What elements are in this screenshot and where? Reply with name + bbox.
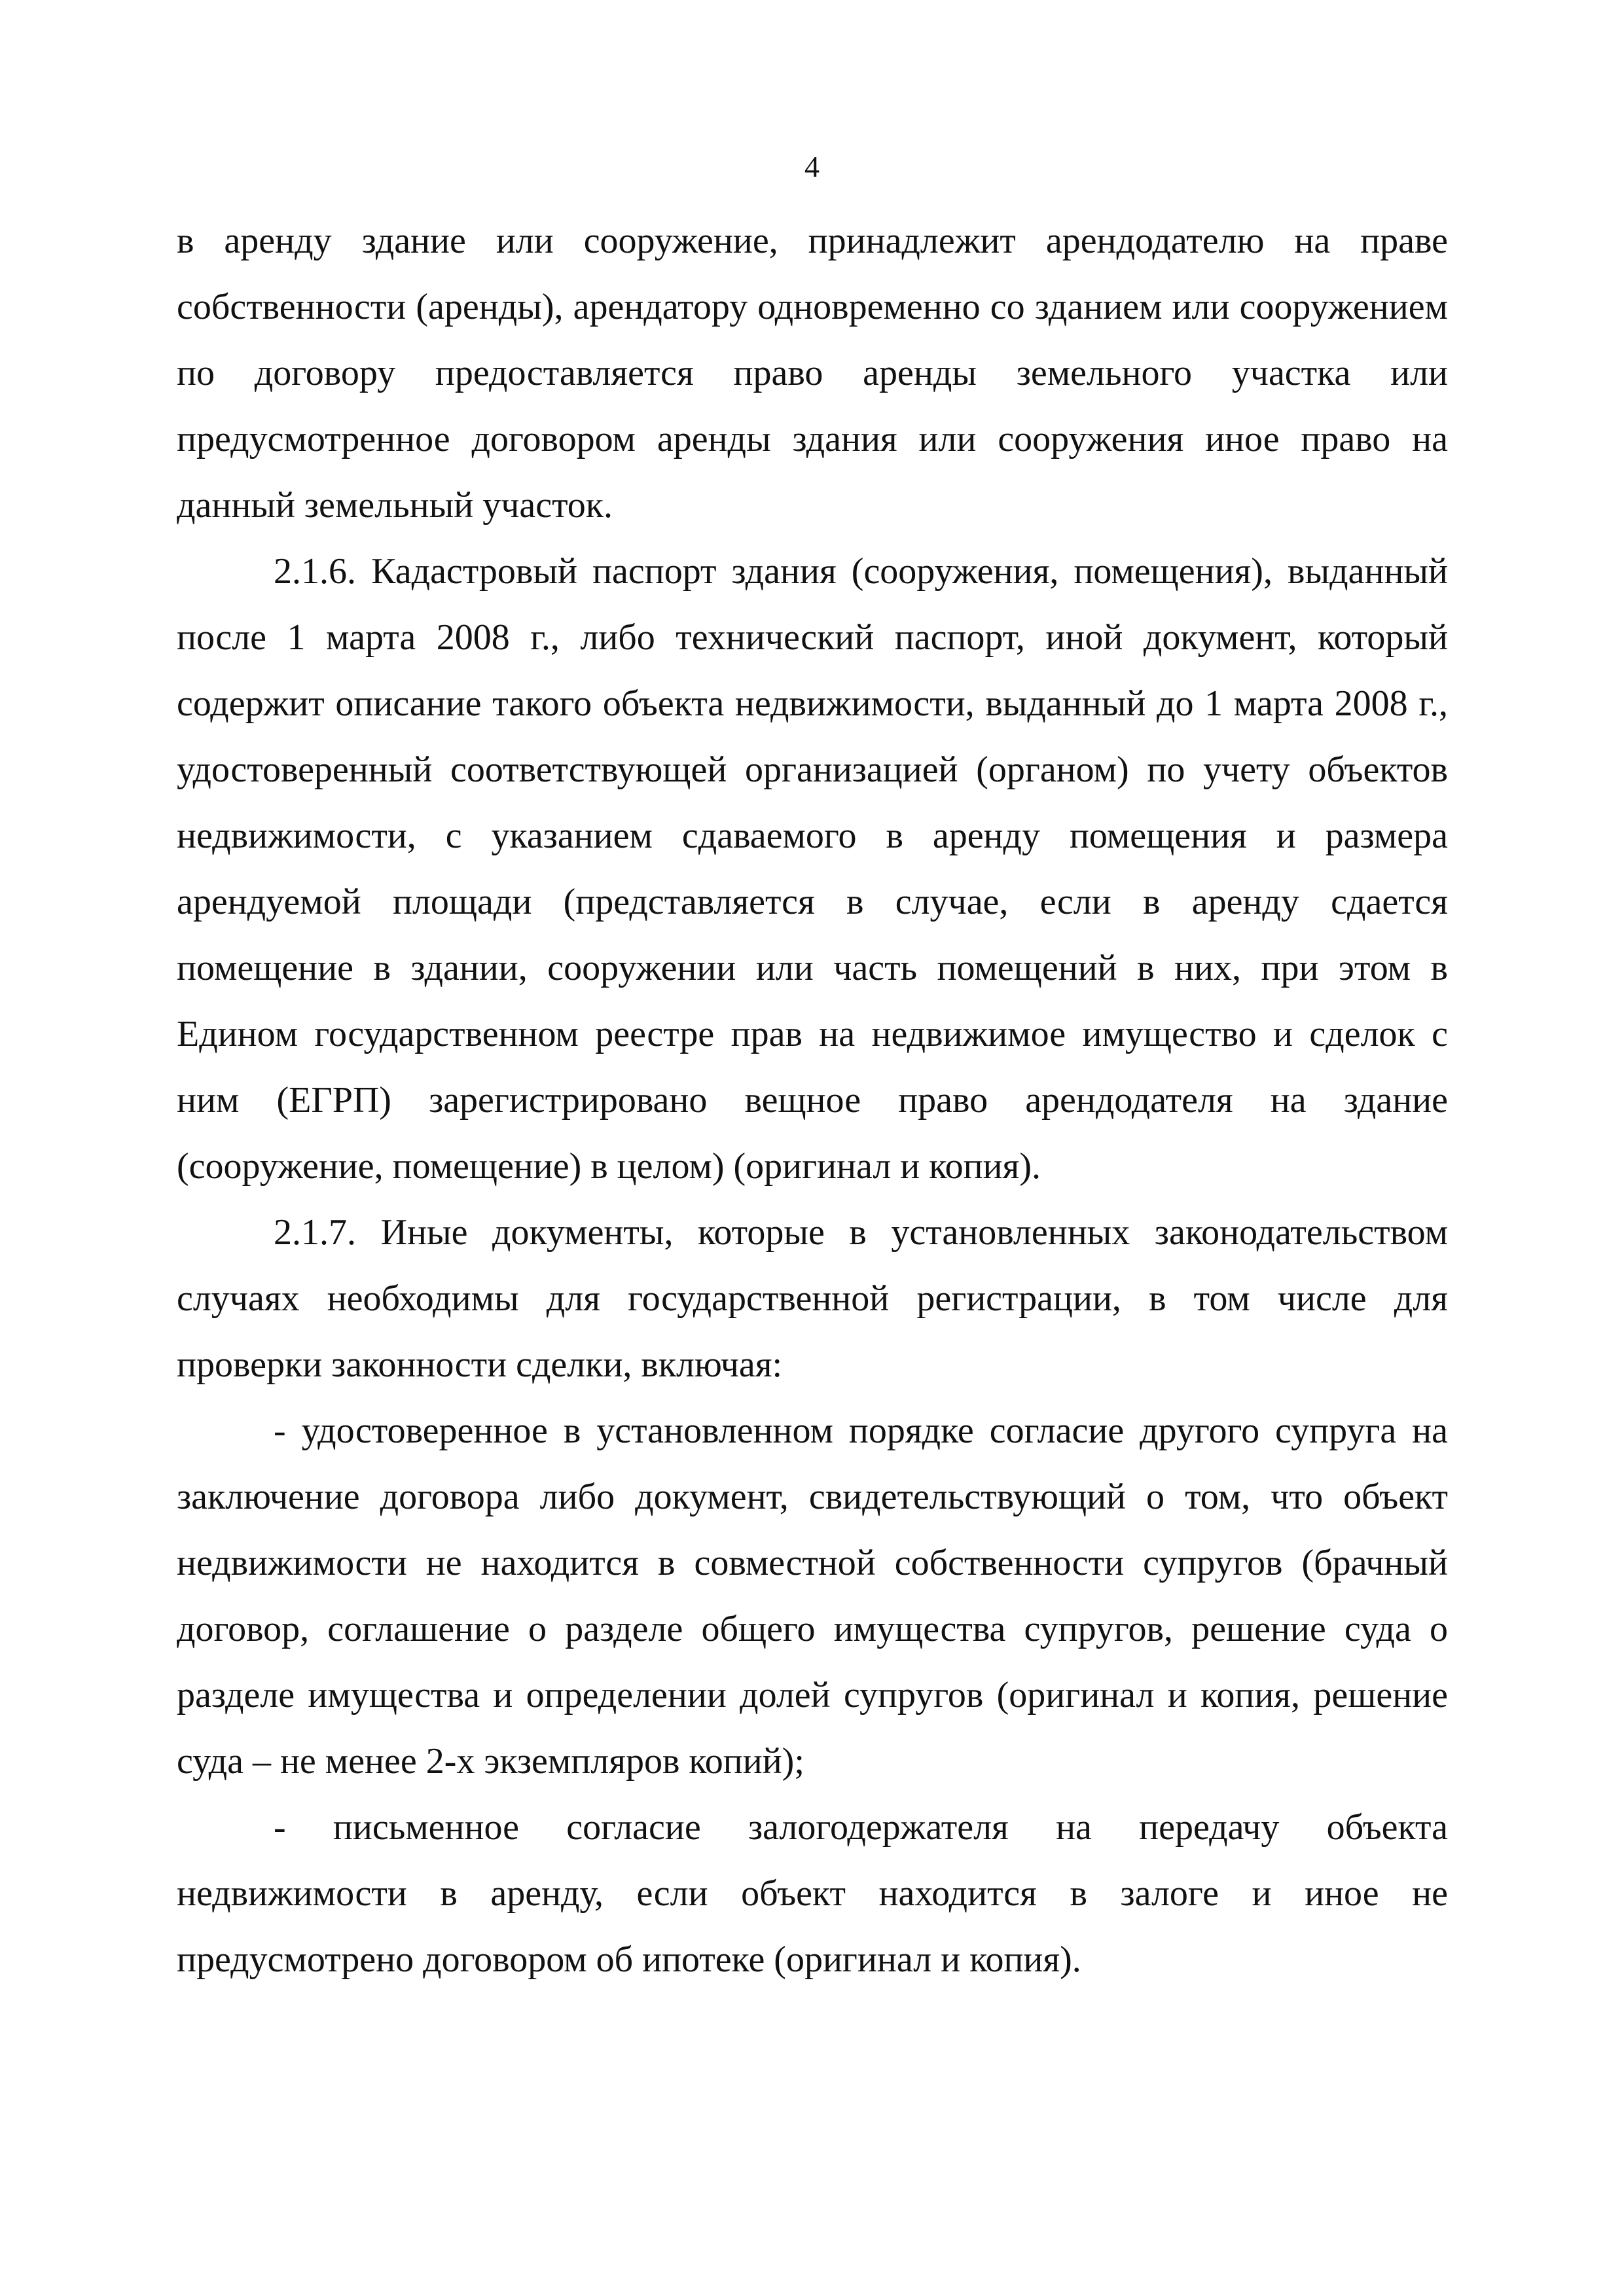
- list-item-pledgee-consent: - письменное согласие залогодержателя на передачу объекта недвижимости в аренду, если объект находится в залоге и иное не предусмотрено договором об ипотеке (оригинал и копия).: [177, 1807, 1448, 1980]
- document-body: [177, 208, 1448, 1993]
- paragraph-2-1-7: 2.1.7. Иные документы, которые в установленных законодательством случаях необходимы для государственной регистрации, в том числе для проверки законности сделки, включая:: [177, 1212, 1448, 1385]
- paragraph-continuation: в аренду здание или сооружение, принадлежит арендодателю на праве собственности (аренды), арендатору одновременно со зданием или сооружением по договору предоставляется право аренды земельного участка или предусмотренное договором аренды здания или сооружения иное право на данный земельный участок.: [177, 221, 1448, 526]
- list-item-spouse-consent: - удостоверенное в установленном порядке согласие другого супруга на заключение договора либо документ, свидетельствующий о том, что объект недвижимости не находится в совместной собственности супругов (брачный договор, соглашение о разделе общего имущества супругов, решение суда о разделе имущества и определении долей супругов (оригинал и копия, решение суда – не менее 2-х экземпляров копий);: [177, 1410, 1448, 1782]
- page-number: 4: [804, 150, 820, 183]
- paragraph-2-1-6: 2.1.6. Кадастровый паспорт здания (сооружения, помещения), выданный после 1 марта 2008 г., либо технический паспорт, иной документ, который содержит описание такого объекта недвижимости, выданный до 1 марта 2008 г., удостоверенный соответствующей организацией (органом) по учету объектов недвижимости, с указанием сдаваемого в аренду помещения и размера арендуемой площади (представляется в случае, если в аренду сдается помещение в здании, сооружении или часть помещений в них, при этом в Едином государственном реестре прав на недвижимое имущество и сделок с ним (ЕГРП) зарегистрировано вещное право арендодателя на здание (сооружение, помещение) в целом) (оригинал и копия).: [177, 551, 1448, 1187]
